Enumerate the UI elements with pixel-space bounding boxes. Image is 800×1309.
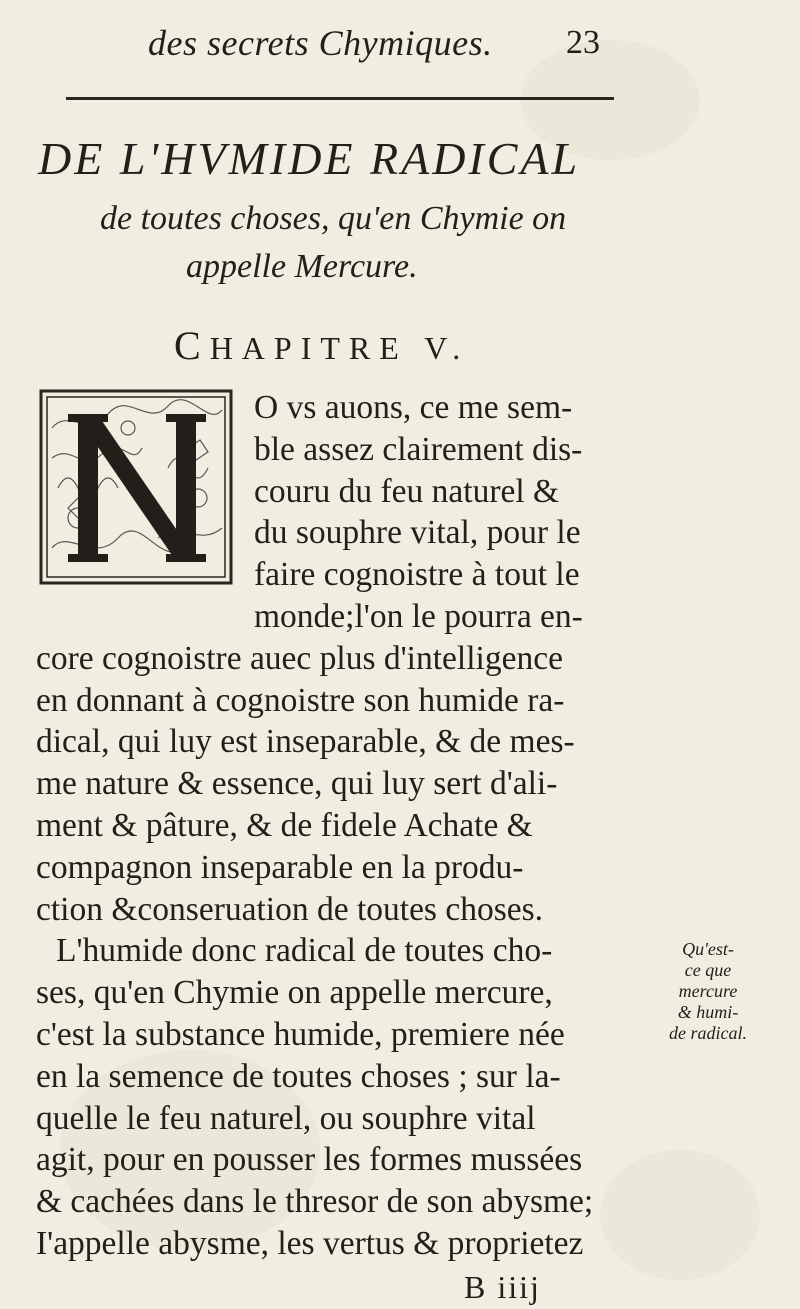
running-title: des secrets Chymiques. <box>148 23 493 63</box>
section-subtitle-line-2: appelle Mercure. <box>186 248 418 285</box>
text-line: du souphre vital, pour le <box>254 514 581 552</box>
running-head <box>0 22 800 82</box>
text-line: compagnon inseparable en la produ- <box>36 848 524 886</box>
signature-mark: B iiij <box>464 1268 541 1305</box>
chapter-number: V. <box>424 330 470 366</box>
text-line: quelle le feu naturel, ou souphre vital <box>36 1099 536 1137</box>
chapter-heading-word: HAPITRE <box>209 330 408 366</box>
text-line: I'appelle abysme, les vertus & proprietez <box>36 1225 584 1262</box>
page-number: 23 <box>566 24 600 61</box>
chapter-heading-capital: C <box>174 323 210 368</box>
text-line: ses, qu'en Chymie on appelle mercure, <box>36 974 553 1012</box>
text-line: en la semence de toutes choses ; sur la- <box>36 1057 561 1095</box>
text-line: couru du feu naturel & <box>254 472 560 510</box>
section-title: DE L'HVMIDE RADICAL <box>38 133 581 184</box>
paper-stain <box>600 1150 760 1280</box>
text-line: c'est la substance humide, premiere née <box>36 1016 565 1053</box>
text-line: & cachées dans le thresor de son abysme; <box>36 1183 594 1221</box>
margin-note-line: ce que <box>684 960 732 981</box>
margin-note-line: & humi- <box>677 1002 739 1023</box>
text-line: faire cognoistre à tout le <box>254 556 580 594</box>
text-line: O vs auons, ce me sem- <box>254 389 573 426</box>
section-subtitle-line-1: de toutes choses, qu'en Chymie on <box>100 200 567 237</box>
text-line: core cognoistre auec plus d'intelligence <box>36 639 563 677</box>
text-line: monde;l'on le pourra en- <box>254 598 583 635</box>
text-line: agit, pour en pousser les formes mussées <box>36 1141 583 1179</box>
text-line: L'humide donc radical de toutes cho- <box>56 932 553 970</box>
margin-note-line: mercure <box>678 981 738 1002</box>
text-line: dical, qui luy est inseparable, & de mes- <box>36 723 575 761</box>
initial-letter <box>38 388 234 586</box>
text-line: ble assez clairement dis- <box>254 430 583 468</box>
margin-note-line: de radical. <box>669 1023 747 1044</box>
chapter-heading <box>174 322 469 369</box>
margin-note-line: Qu'est- <box>682 939 734 960</box>
text-line: me nature & essence, qui luy sert d'ali- <box>36 765 558 803</box>
text-line: en donnant à cognoistre son humide ra- <box>36 681 565 719</box>
header-rule <box>66 97 614 100</box>
text-line: ment & pâture, & de fidele Achate & <box>36 807 533 844</box>
text-line: ction &conseruation de toutes choses. <box>36 890 544 928</box>
ornamental-initial-icon <box>38 388 234 586</box>
